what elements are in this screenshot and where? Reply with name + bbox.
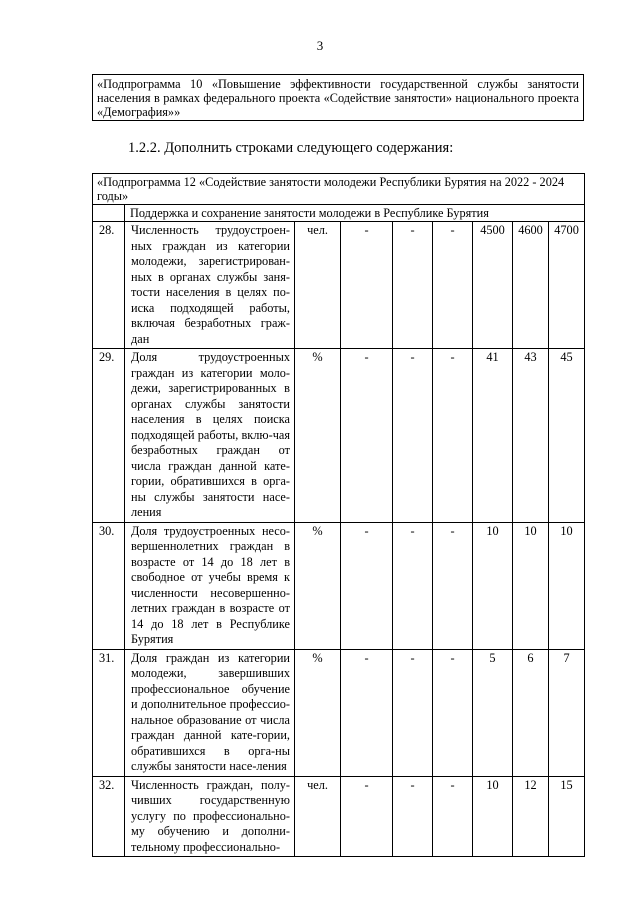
value-cell: 10 bbox=[549, 522, 585, 649]
value-cell: 15 bbox=[549, 776, 585, 857]
value-cell: 4600 bbox=[513, 222, 549, 349]
value-cell: - bbox=[341, 776, 393, 857]
section-num-cell bbox=[93, 205, 125, 222]
value-cell: - bbox=[341, 649, 393, 776]
row-number: 29. bbox=[93, 349, 125, 523]
value-cell: - bbox=[433, 222, 473, 349]
table-row bbox=[93, 776, 585, 857]
value-cell: - bbox=[393, 776, 433, 857]
value-cell: 10 bbox=[513, 522, 549, 649]
value-cell: - bbox=[393, 649, 433, 776]
section-heading: 1.2.2. Дополнить строками следующего содержания: bbox=[128, 140, 454, 156]
table-row bbox=[93, 349, 585, 523]
value-cell: 12 bbox=[513, 776, 549, 857]
value-cell: 41 bbox=[473, 349, 513, 523]
value-cell: - bbox=[433, 649, 473, 776]
unit-cell: чел. bbox=[295, 776, 341, 857]
value-cell: 5 bbox=[473, 649, 513, 776]
value-cell: 10 bbox=[473, 776, 513, 857]
value-cell: 7 bbox=[549, 649, 585, 776]
page-number: 3 bbox=[316, 38, 324, 53]
value-cell: 4700 bbox=[549, 222, 585, 349]
indicator-name: Численность граждан, полу-чивших государственную услугу по профессионально-му обучению и дополни-тельному профессионально- bbox=[125, 776, 295, 857]
value-cell: - bbox=[433, 522, 473, 649]
subprogram-10-box: «Подпрограмма 10 «Повышение эффективности государственной службы занятости населения в рамках федерального проекта «Содействие занятости» национального проекта «Демография»» bbox=[92, 74, 584, 121]
row-number: 32. bbox=[93, 776, 125, 857]
value-cell: 6 bbox=[513, 649, 549, 776]
value-cell: 10 bbox=[473, 522, 513, 649]
unit-cell: чел. bbox=[295, 222, 341, 349]
subprogram-12-title: «Подпрограмма 12 «Содействие занятости молодежи Республики Бурятия на 2022 - 2024 годы» bbox=[93, 174, 585, 205]
table-row bbox=[93, 649, 585, 776]
table-row bbox=[93, 222, 585, 349]
value-cell: - bbox=[393, 222, 433, 349]
indicator-name: Доля трудоустроенных несо-вершеннолетних граждан в возрасте от 14 до 18 лет в свободное от учебы время к численности несовершенно-летних граждан в возрасте от 14 до 18 лет в Республике Бурятия bbox=[125, 522, 295, 649]
section-row bbox=[93, 205, 585, 222]
unit-cell: % bbox=[295, 349, 341, 523]
section-title: Поддержка и сохранение занятости молодежи в Республике Бурятия bbox=[125, 205, 585, 222]
unit-cell: % bbox=[295, 522, 341, 649]
value-cell: 43 bbox=[513, 349, 549, 523]
unit-cell: % bbox=[295, 649, 341, 776]
value-cell: 4500 bbox=[473, 222, 513, 349]
value-cell: 45 bbox=[549, 349, 585, 523]
value-cell: - bbox=[341, 522, 393, 649]
value-cell: - bbox=[341, 349, 393, 523]
indicators-table bbox=[92, 173, 585, 857]
value-cell: - bbox=[433, 776, 473, 857]
subprogram-12-row bbox=[93, 174, 585, 205]
value-cell: - bbox=[393, 522, 433, 649]
row-number: 28. bbox=[93, 222, 125, 349]
indicator-name: Численность трудоустроен-ных граждан из категории молодежи, зарегистрирован-ных в органах службы заня-тости населения в целях по-иска подходящей работы, включая безработных граж-дан bbox=[125, 222, 295, 349]
value-cell: - bbox=[341, 222, 393, 349]
indicator-name: Доля трудоустроенных граждан из категории моло-дежи, зарегистрированных в органах службы занятости населения в целях поиска подходящей работы, вклю-чая безработных граждан от числа граждан данной кате-гории, обратившихся в орга-ны службы занятости насе-ления bbox=[125, 349, 295, 523]
table-row bbox=[93, 522, 585, 649]
indicator-name: Доля граждан из категории молодежи, завершивших профессиональное обучение и дополнительное профессио-нальное образование от числа граждан данной кате-гории, обратившихся в орга-ны службы занятости насе-ления bbox=[125, 649, 295, 776]
value-cell: - bbox=[433, 349, 473, 523]
row-number: 31. bbox=[93, 649, 125, 776]
row-number: 30. bbox=[93, 522, 125, 649]
value-cell: - bbox=[393, 349, 433, 523]
